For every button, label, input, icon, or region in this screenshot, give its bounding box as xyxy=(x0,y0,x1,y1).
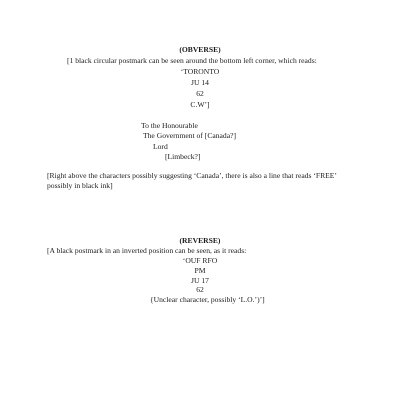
address-line: The Government of [Canada?] xyxy=(143,131,236,140)
reverse-postmark-line: {Unclear character, possibly ‘L.O.’)’] xyxy=(150,295,265,304)
obverse-postmark-line: ‘TORONTO xyxy=(180,67,220,76)
reverse-heading: (REVERSE) xyxy=(179,236,221,245)
obverse-postmark-line: 62 xyxy=(196,89,204,98)
reverse-postmark-line: JU 17 xyxy=(191,276,209,285)
reverse-postmark-line: 62 xyxy=(196,285,204,294)
address-line: To the Honourable xyxy=(141,121,198,130)
reverse-postmark-line: PM xyxy=(194,266,206,275)
free-note: [Right above the characters possibly suggesting ‘Canada’, there is also a line that reads ‘FREE’ possibly in black ink] xyxy=(47,171,337,190)
reverse-postmark-line: ‘OUF RFO xyxy=(182,256,218,265)
address-line: [Limbeck?] xyxy=(165,152,201,161)
reverse-note: [A black postmark in an inverted position can be seen, as it reads: xyxy=(47,246,247,255)
obverse-note: [1 black circular postmark can be seen around the bottom left corner, which reads: xyxy=(67,56,317,65)
obverse-postmark-line: JU 14 xyxy=(191,78,209,87)
obverse-heading: (OBVERSE) xyxy=(179,45,221,54)
address-line: Lord xyxy=(153,142,168,151)
obverse-postmark-line: C.W’] xyxy=(190,100,210,109)
